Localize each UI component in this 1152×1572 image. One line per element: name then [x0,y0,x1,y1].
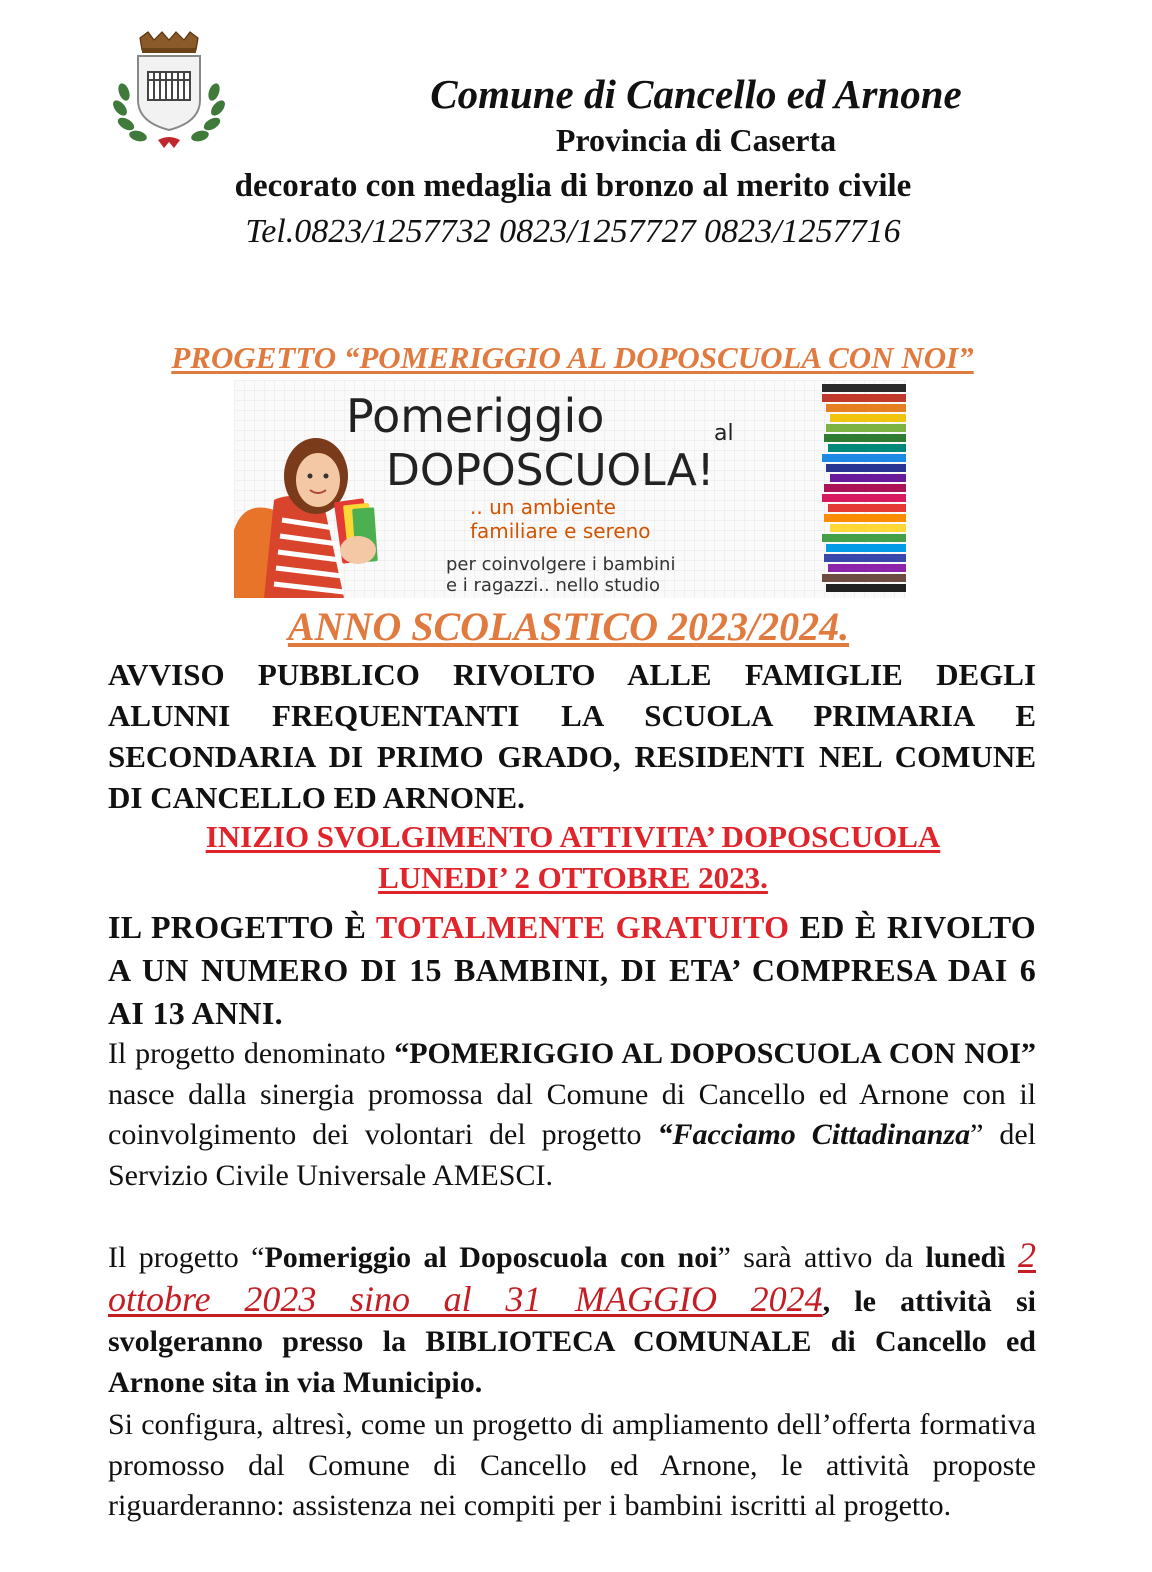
p2-t2: ” sarà attivo da [717,1241,926,1274]
banner-line4: familiare e sereno [470,519,651,543]
p2-b2: lunedì [925,1241,1018,1274]
gratuito-highlight: TOTALMENTE GRATUITO [375,909,790,945]
inizio-attivita [0,816,1146,898]
p2-b3: , le attività si svolgeranno presso la BIBLIOTECA COMUNALE di Cancello ed Arnone sita in via Municipio. [108,1284,1036,1399]
paragrafo-date [108,1235,1036,1403]
p1-bi1: “Facciamo Cittadinanza [657,1118,971,1151]
provincia-subtitle: Provincia di Caserta [555,122,837,158]
decorazione-line: decorato con medaglia di bronzo al merito civile [234,168,912,204]
project-title: PROGETTO “POMERIGGIO AL DOPOSCUOLA CON NOI” [171,340,974,375]
comune-title: Comune di Cancello ed Arnone [430,71,962,117]
banner-line1-small: al [714,421,734,446]
banner-line1: Pomeriggio [346,389,605,443]
p2-b1: Pomeriggio al Doposcuola con noi [264,1241,718,1274]
p1-b1: “POMERIGGIO AL DOPOSCUOLA CON NOI” [394,1037,1036,1070]
p1-t1: Il progetto denominato [108,1037,395,1070]
telephone-line: Tel.0823/1257732 0823/1257727 0823/1257716 [245,213,901,250]
inizio-line1: INIZIO SVOLGIMENTO ATTIVITA’ DOPOSCUOLA [205,819,941,854]
inizio-line2: LUNEDI’ 2 OTTOBRE 2023. [378,860,768,895]
paragrafo-sinergia [108,1034,1036,1196]
avviso-pubblico: AVVISO PUBBLICO RIVOLTO ALLE FAMIGLIE DEGLI ALUNNI FREQUENTANTI LA SCUOLA PRIMARIA E SECONDARIA DI PRIMO GRADO, RESIDENTI NEL COMUNE DI CANCELLO ED ARNONE. [108,657,1036,815]
paragrafo-offerta: Si configura, altresì, come un progetto di ampliamento dell’offerta formativa promosso dal Comune di Cancello ed Arnone, le attività proposte riguarderanno: assistenza nei compiti per i bambini iscritti al progetto. [108,1408,1036,1522]
progetto-gratuito [108,906,1036,1035]
p1-t3: ” del Servizio Civile Universale AMESCI. [108,1118,1036,1192]
banner-line2: DOPOSCUOLA! [386,445,715,496]
p2-date: 2 ottobre 2023 sino al 31 MAGGIO 2024 [108,1235,1036,1319]
banner-line3: .. un ambiente [470,495,616,519]
gratuito-post: ED È RIVOLTO A UN NUMERO DI 15 BAMBINI, DI ETA’ COMPRESA DAI 6 AI 13 ANNI. [108,909,1036,1031]
p2-t1: Il progetto “ [108,1241,265,1274]
gratuito-pre: IL PROGETTO È [108,909,376,945]
p1-t2: nasce dalla sinergia promossa dal Comune di Cancello ed Arnone con il coinvolgimento dei volontari del progetto [108,1077,1036,1151]
doposcuola-banner-image [234,380,906,598]
anno-scolastico: ANNO SCOLASTICO 2023/2024. [287,604,850,649]
banner-line6: e i ragazzi.. nello studio [446,575,660,596]
banner-line5: per coinvolgere i bambini [446,554,676,575]
